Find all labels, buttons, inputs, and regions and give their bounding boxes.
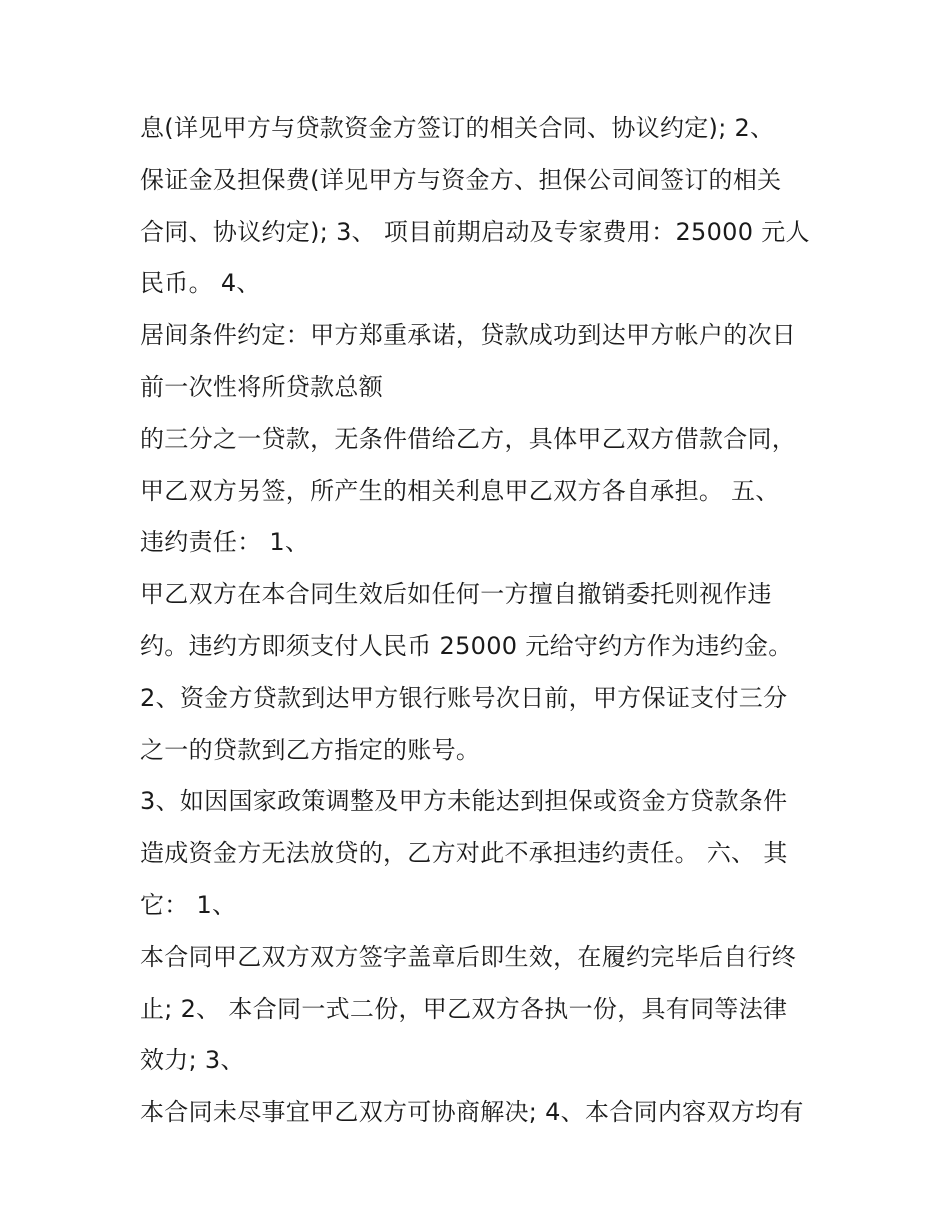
text-line: 居间条件约定：甲方郑重承诺，贷款成功到达甲方帐户的次日 [140,321,797,350]
text-line: 的三分之一贷款，无条件借给乙方，具体甲乙双方借款合同， [140,424,797,453]
text-line: 它： 1、 [140,890,237,919]
text-line: 2、资金方贷款到达甲方银行账号次日前，甲方保证支付三分 [140,683,788,712]
text-line: 息(详见甲方与贷款资金方签订的相关合同、协议约定); 2、 [140,114,775,142]
text-line: 违约责任： 1、 [140,528,310,557]
text-line: 保证金及担保费(详见甲方与资金方、担保公司间签订的相关 [140,165,782,194]
text-line: 之一的贷款到乙方指定的账号。 [140,735,481,764]
contract-text [140,103,830,1139]
text-line: 民币。 4、 [140,269,261,298]
text-line: 前一次性将所贷款总额 [140,372,383,401]
text-line: 本合同甲乙双方双方签字盖章后即生效，在履约完毕后自行终 [140,942,797,971]
text-line: 约。违约方即须支付人民币 25000 元给守约方作为违约金。 [140,631,793,660]
text-line: 效力; 3、 [140,1046,245,1075]
text-line: 3、如因国家政策调整及甲方未能达到担保或资金方贷款条件 [140,787,788,816]
text-line: 止; 2、 本合同一式二份，甲乙双方各执一份，具有同等法律 [140,994,788,1023]
text-line: 甲乙双方在本合同生效后如任何一方擅自撤销委托则视作违 [140,580,772,609]
text-line: 造成资金方无法放贷的，乙方对此不承担违约责任。 六、 其 [140,839,788,868]
text-line: 甲乙双方另签，所产生的相关利息甲乙双方各自承担。 五、 [140,476,780,505]
text-line: 本合同未尽事宜甲乙双方可协商解决; 4、本合同内容双方均有 [140,1098,804,1127]
text-line: 合同、协议约定); 3、 项目前期启动及专家费用：25000 元人 [140,217,810,246]
